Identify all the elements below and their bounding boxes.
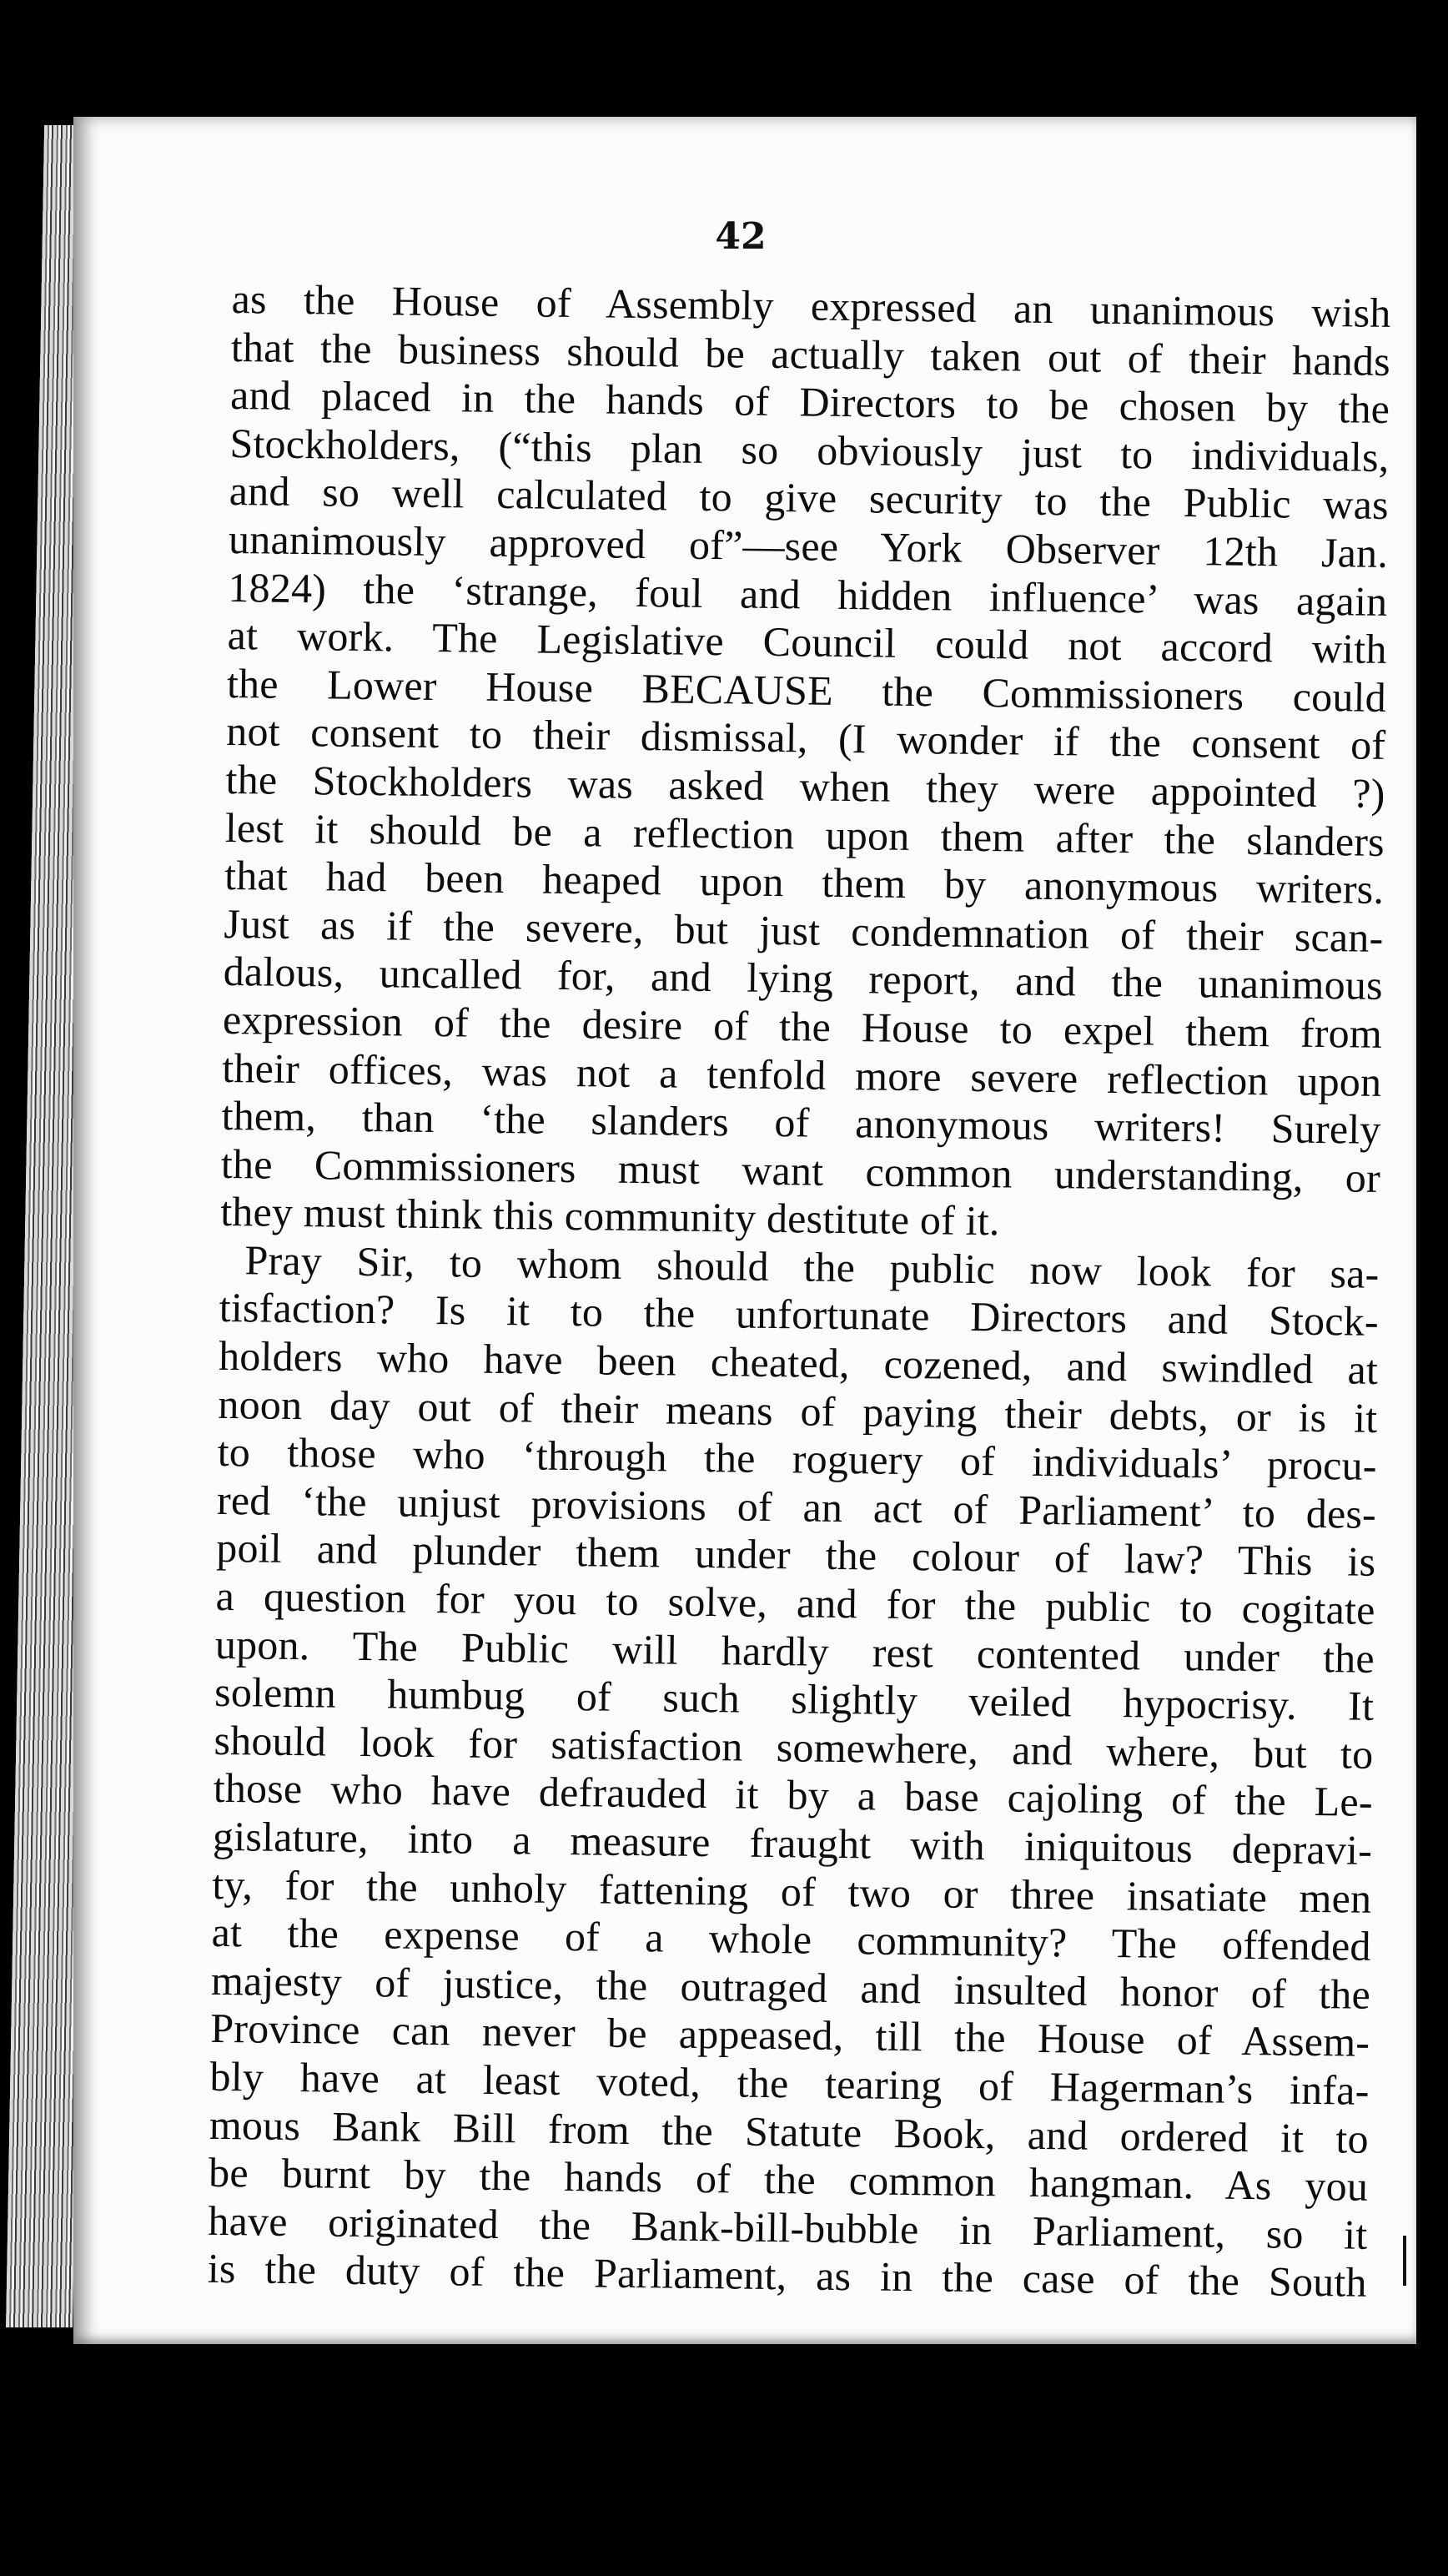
text-line: that had been heaped upon them by anonymous writers. [224,852,1385,913]
text-line: tisfaction? Is it to the unfortunate Directors and Stock- [219,1284,1380,1346]
text-line: Stockholders, (“this plan so obviously just to individuals, [229,419,1390,480]
text-line: those who have defrauded it by a base cajoling of the Le- [213,1764,1374,1826]
text-line: should look for satisfaction somewhere, and where, but to [214,1716,1374,1778]
text-line: gislature, into a measure fraught with iniquitous depravi- [212,1812,1373,1874]
text-line: solemn humbug of such slightly veiled hypocrisy. It [214,1668,1375,1730]
text-line: and placed in the hands of Directors to be chosen by the [229,371,1390,433]
book-page [73,117,1416,2344]
text-line: that the business should be actually taken out of their hands [230,323,1391,385]
text-line: ty, for the unholy fattening of two or three insatiate men [212,1860,1372,1922]
text-line: lest it should be a reflection upon them after the slanders [224,803,1385,865]
text-line: they must think this community destitute of it. [219,1188,1000,1245]
text-line: as the House of Assembly expressed an unanimous wish [231,275,1391,336]
text-line: the Commissioners must want common understanding, or [220,1140,1381,1201]
text-line: and so well calculated to give security to the Public was [229,467,1390,529]
text-line: their offices, was not a tenfold more severe reflection upon [222,1044,1382,1105]
body-text [207,275,1390,2307]
text-line: 1824) the ‘strange, foul and hidden influence’ was again [228,563,1388,625]
text-line: poil and plunder them under the colour of law? This is [216,1524,1376,1586]
text-line: to those who ‘through the roguery of individuals’ procu- [217,1428,1378,1490]
text-line: mous Bank Bill from the Statute Book, and ordered it to [209,2101,1370,2162]
text-line: not consent to their dismissal, (I wonder if the consent of [225,707,1386,769]
text-line: at work. The Legislative Council could not accord with [227,611,1387,673]
text-line: dalous, uncalled for, and lying report, and the unanimous [223,948,1384,1009]
text-line: a question for you to solve, and for the public to cogitate [215,1572,1375,1633]
text-line: majesty of justice, the outraged and insulted honor of the [210,1956,1371,2018]
text-line: be burnt by the hands of the common hangman. As you [208,2148,1369,2210]
text-line: Just as if the severe, but just condemnation of their scan- [224,899,1384,961]
text-line: upon. The Public will hardly rest contented under the [214,1620,1375,1682]
text-line: Pray Sir, to whom should the public now look for sa- [244,1236,1380,1297]
text-line: the Lower House BECAUSE the Commissioners could [226,659,1387,721]
text-line: is the duty of the Parliament, as in the case of the South [207,2245,1368,2307]
text-line: holders who have been cheated, cozened, and swindled at [218,1331,1379,1393]
text-line: expression of the desire of the House to expel them from [222,995,1383,1057]
page-edge-mark [1403,2236,1423,2286]
text-line: have originated the Bank-bill-bubble in Parliament, so it [208,2196,1368,2258]
text-line: Province can never be appeased, till the House of Assem- [209,2005,1370,2066]
text-line: them, than ‘the slanders of anonymous writers! Surely [221,1092,1381,1153]
text-line: red ‘the unjust provisions of an act of Parliament’ to des- [216,1476,1377,1537]
text-line: at the expense of a whole community? The offended [211,1909,1371,1970]
text-line: bly have at least voted, the tearing of Hagerman’s infa- [209,2052,1370,2114]
text-line: the Stockholders was asked when they were appointed ?) [225,755,1385,817]
text-line: noon day out of their means of paying their debts, or is it [218,1380,1378,1441]
text-line: unanimously approved of”—see York Observer 12th Jan. [228,515,1389,576]
page-number: 42 [715,215,767,258]
